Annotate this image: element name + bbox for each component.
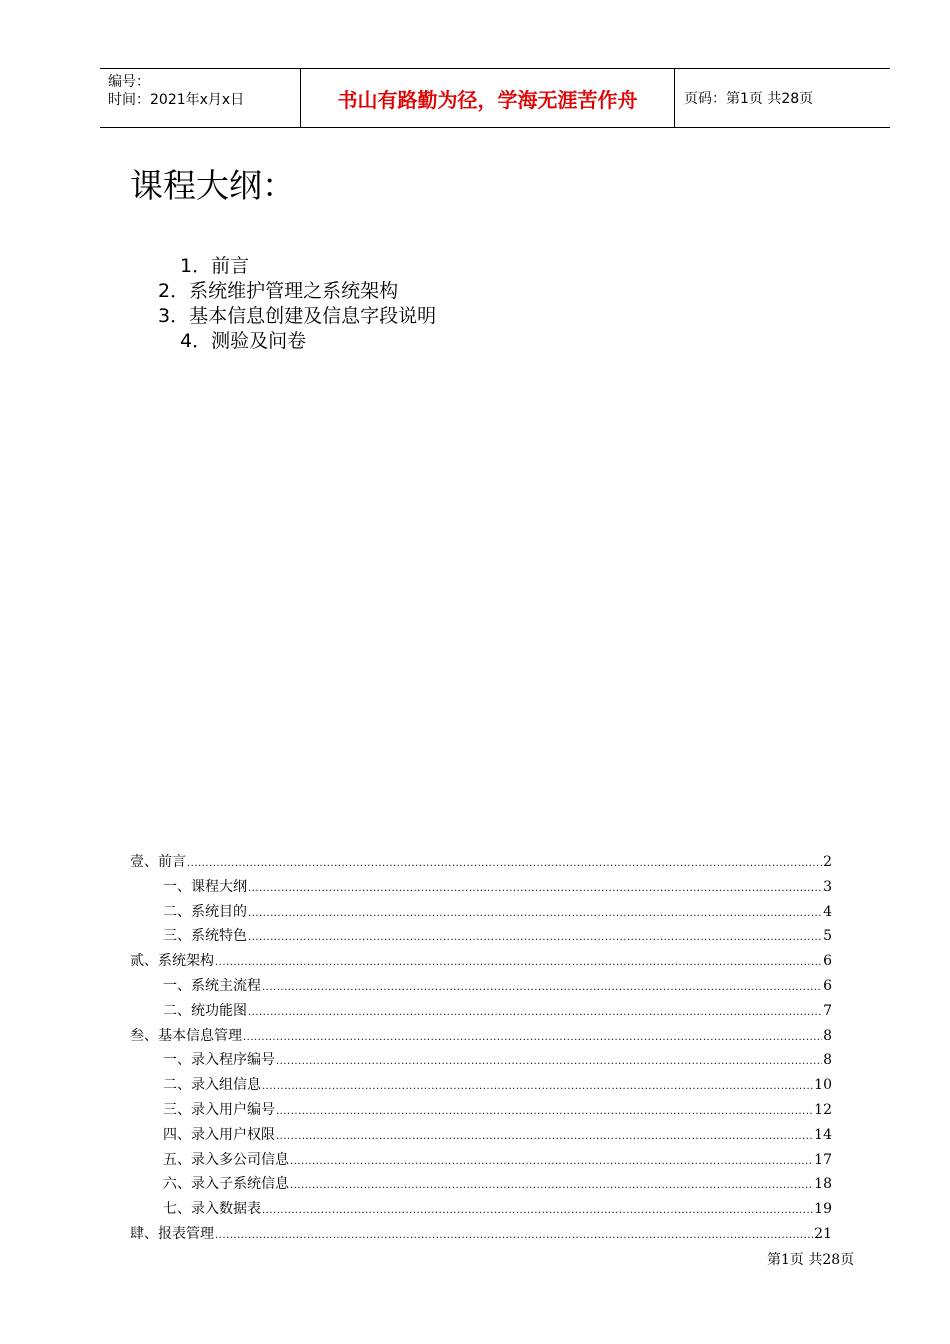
header-left-cell — [100, 69, 301, 127]
toc-entry-label: 壹、前言 — [130, 854, 186, 870]
toc-entry[interactable] — [130, 877, 832, 902]
toc-entry-label: 二、录入组信息 — [163, 1077, 261, 1094]
page-title: 课程大纲： — [130, 166, 295, 205]
toc-entry-page: 8 — [823, 1052, 832, 1069]
toc-dot-leader — [215, 951, 822, 973]
toc-entry-label: 一、录入程序编号 — [163, 1052, 275, 1069]
toc-entry-page: 19 — [814, 1201, 832, 1218]
table-of-contents — [130, 852, 832, 1249]
toc-dot-leader — [290, 1150, 813, 1172]
outline-item: 2．系统维护管理之系统架构 — [158, 280, 399, 302]
toc-entry-label: 贰、系统架构 — [130, 953, 214, 970]
toc-dot-leader — [276, 1050, 822, 1072]
toc-entry[interactable] — [130, 1150, 832, 1175]
toc-entry-page: 5 — [823, 928, 832, 945]
toc-dot-leader — [262, 1199, 813, 1221]
toc-entry[interactable] — [130, 1199, 832, 1224]
toc-entry-label: 三、系统特色 — [163, 928, 247, 945]
page-footer: 第1页 共28页 — [767, 1252, 855, 1268]
toc-entry-page: 7 — [823, 1002, 832, 1019]
toc-entry-label: 三、录入用户编号 — [163, 1101, 275, 1118]
toc-dot-leader — [215, 1224, 813, 1246]
toc-entry-label: 五、录入多公司信息 — [163, 1151, 289, 1168]
outline-item: 4．测验及问卷 — [180, 330, 307, 352]
toc-entry[interactable] — [130, 1174, 832, 1199]
toc-entry[interactable] — [130, 926, 832, 951]
time-label: 时间：2021年x月x日 — [108, 92, 245, 108]
toc-entry-page: 21 — [814, 1225, 832, 1242]
toc-dot-leader — [248, 1001, 822, 1023]
number-label: 编号： — [108, 74, 150, 90]
toc-entry-label: 六、录入子系统信息 — [163, 1176, 289, 1193]
toc-entry[interactable] — [130, 1075, 832, 1100]
page-info: 页码：第1页 共28页 — [684, 91, 814, 107]
toc-entry-label: 一、课程大纲 — [163, 878, 247, 895]
outline-item: 1．前言 — [180, 255, 250, 277]
toc-entry-label: 七、录入数据表 — [163, 1201, 261, 1218]
toc-entry-label: 肆、报表管理 — [130, 1225, 214, 1242]
toc-dot-leader — [243, 1026, 822, 1048]
toc-dot-leader — [248, 902, 822, 924]
toc-entry-label: 二、系统目的 — [163, 903, 247, 920]
toc-entry[interactable] — [130, 1125, 832, 1150]
toc-entry-page: 14 — [814, 1126, 832, 1143]
toc-dot-leader — [248, 926, 822, 948]
toc-dot-leader — [276, 1100, 813, 1122]
toc-entry-page: 18 — [814, 1176, 832, 1193]
motto-text: 书山有路勤为径，学海无涯苦作舟 — [337, 87, 638, 112]
toc-entry-page: 3 — [823, 878, 832, 895]
document-header — [100, 68, 890, 128]
toc-dot-leader — [262, 976, 822, 998]
toc-entry[interactable] — [130, 1100, 832, 1125]
toc-entry[interactable] — [130, 1050, 832, 1075]
toc-dot-leader — [187, 852, 822, 874]
toc-entry-page: 8 — [823, 1027, 832, 1044]
toc-entry-page: 10 — [814, 1077, 832, 1094]
toc-entry-label: 四、录入用户权限 — [163, 1126, 275, 1143]
toc-entry[interactable] — [130, 1026, 832, 1051]
toc-entry-page: 2 — [823, 854, 832, 870]
header-motto-cell — [301, 69, 675, 127]
toc-entry-page: 12 — [814, 1101, 832, 1118]
toc-dot-leader — [290, 1174, 813, 1196]
toc-entry[interactable] — [130, 976, 832, 1001]
toc-entry-page: 6 — [823, 977, 832, 994]
toc-entry-page: 17 — [814, 1151, 832, 1168]
toc-entry-label: 一、系统主流程 — [163, 977, 261, 994]
toc-entry-label: 二、统功能图 — [163, 1002, 247, 1019]
toc-dot-leader — [262, 1075, 813, 1097]
toc-entry[interactable] — [130, 1224, 832, 1249]
toc-dot-leader — [276, 1125, 813, 1147]
toc-entry-label: 叁、基本信息管理 — [130, 1027, 242, 1044]
toc-entry-page: 6 — [823, 953, 832, 970]
toc-entry[interactable] — [130, 902, 832, 927]
toc-entry[interactable] — [130, 1001, 832, 1026]
header-page-cell — [675, 69, 890, 127]
toc-entry[interactable] — [130, 951, 832, 976]
toc-entry-page: 4 — [823, 903, 832, 920]
toc-dot-leader — [248, 877, 822, 899]
toc-entry[interactable] — [130, 852, 832, 877]
outline-item: 3．基本信息创建及信息字段说明 — [158, 305, 437, 327]
